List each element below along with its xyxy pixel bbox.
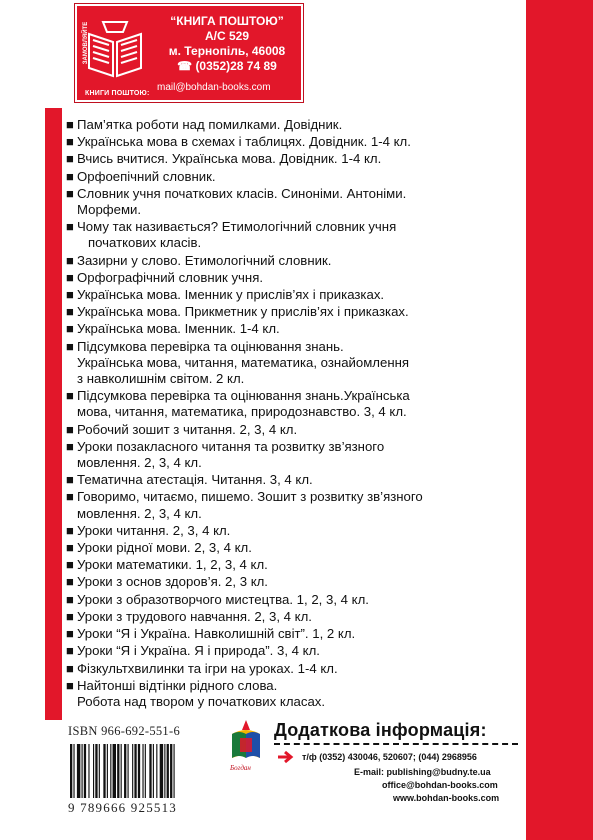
book-title-line: Чому так називається? Етимологічний словник учня [77,219,397,235]
bullet-icon: ■ [66,677,74,693]
barcode-bar [153,744,154,798]
mail-order-stamp [75,4,303,102]
stamp-vertical-label: ЗАМОВЛЯЙТЕ [83,21,90,65]
stamp-phone-number: (0352)28 74 89 [195,59,277,73]
barcode-bar [110,744,111,798]
stamp-address [155,14,299,74]
book-title-line: мовлення. 2, 3, 4 кл. [77,455,202,471]
bullet-icon: ■ [66,134,74,150]
book-title-line: Підсумкова перевірка та оцінювання знань.Українська [77,388,410,404]
book-list-item [66,186,526,218]
book-list-item [66,439,526,471]
bullet-icon: ■ [66,557,74,573]
info-website: www.bohdan-books.com [393,793,500,803]
bullet-icon: ■ [66,304,74,320]
publisher-logo-icon [228,718,264,768]
book-title-line: Словник учня початкових класів. Синоніми. Антоніми. [77,185,407,201]
book-title-line: Українська мова в схемах і таблицях. Довідник. 1-4 кл. [77,134,411,150]
barcode-bar [103,744,105,798]
stamp-email: mail@bohdan-books.com [157,82,271,93]
isbn: ISBN 966-692-551-6 [68,724,180,738]
barcode-block [68,724,216,816]
book-title-line: мовлення. 2, 3, 4 кл. [77,505,202,521]
book-title-line: мова, читання, математика, природознавство. 3, 4 кл. [77,404,407,420]
book-title-line: Орфографічний словник учня. [77,269,263,285]
barcode-bar [134,744,136,798]
barcode-bar [145,744,146,798]
book-list [66,117,526,711]
barcode-bar [132,744,133,798]
book-list-item [66,557,526,573]
bullet-icon: ■ [66,388,74,404]
barcode-bar [170,744,172,798]
book-list-item [66,489,526,521]
book-list-item [66,117,526,133]
barcode-bar [95,744,97,798]
barcode-bar [142,744,143,798]
book-title-line: Пам’ятка роботи над помилками. Довідник. [77,117,343,132]
bullet-icon: ■ [66,472,74,488]
barcode-bar [70,744,72,798]
bullet-icon: ■ [66,338,74,354]
phone-icon: ☎ [177,59,193,73]
book-title-line: початкових класів. [77,235,202,251]
bullet-icon: ■ [66,151,74,167]
open-book-icon [83,14,147,86]
book-list-item [66,219,526,251]
info-email-office: office@bohdan-books.com [382,780,498,790]
info-email: E-mail: publishing@budny.te.ua [354,767,491,777]
barcode-bar [107,744,108,798]
stamp-box: А/С 529 [204,29,250,43]
book-list-item [66,523,526,539]
book-list-item [66,643,526,659]
book-title-line: Уроки з образотворчого мистецтва. 1, 2, 3, 4 кл. [77,591,369,607]
bullet-icon: ■ [66,591,74,607]
barcode-bar [164,744,165,798]
book-list-item [66,339,526,388]
barcode-bar [93,744,94,798]
book-list-item [66,592,526,608]
barcode-bar [174,744,175,798]
book-title-line: Найтонші відтінки рідного слова. [77,677,278,693]
book-list-item [66,574,526,590]
barcode-bar [117,744,119,798]
book-title-line: Уроки з трудового навчання. 2, 3, 4 кл. [77,608,312,624]
book-title-line: Уроки математики. 1, 2, 3, 4 кл. [77,557,268,573]
book-list-item [66,472,526,488]
bullet-icon: ■ [66,252,74,268]
barcode-bar [167,744,169,798]
book-list-item [66,134,526,150]
book-title-line: Підсумкова перевірка та оцінювання знань. [77,338,344,354]
barcode-bar [84,744,86,798]
book-title-line: Уроки “Я і Україна. Я і природа”. 3, 4 кл. [77,643,320,659]
book-list-item [66,321,526,337]
book-list-item [66,678,526,710]
book-title-line: Морфеми. [77,202,142,218]
publisher-name: Богдан [230,764,251,772]
book-title-line: Фізкультхвилинки та ігри на уроках. 1-4 кл. [77,660,338,676]
book-title-line: Говоримо, читаємо, пишемо. Зошит з розвитку зв’язного [77,489,423,505]
bullet-icon: ■ [66,643,74,659]
book-list-item [66,151,526,167]
book-title-line: Робочий зошит з читання. 2, 3, 4 кл. [77,421,298,437]
book-title-line: Уроки позакласного читання та розвитку зв’язного [77,438,385,454]
bullet-icon: ■ [66,117,74,132]
book-title-line: Уроки “Я і Україна. Навколишній світ”. 1, 2 кл. [77,626,356,642]
book-title-line: Уроки рідної мови. 2, 3, 4 кл. [77,540,252,556]
info-phone: т/ф (0352) 430046, 520607; (044) 2968956 [302,752,477,762]
barcode-bar [73,744,74,798]
barcode-bar [113,744,116,798]
book-title-line: Українська мова. Прикметник у прислів’ях і приказках. [77,304,409,320]
stamp-city: м. Тернопіль, 46008 [168,44,286,58]
barcode-bar [88,744,89,798]
book-list-item [66,540,526,556]
book-title-line: Уроки читання. 2, 3, 4 кл. [77,522,231,538]
red-stripe-left [45,108,62,720]
book-title-line: Українська мова. Іменник. 1-4 кл. [77,321,280,337]
book-list-item [66,169,526,185]
info-divider [274,743,518,745]
info-title: Додаткова інформація: [274,720,487,740]
book-title-line: Українська мова, читання, математика, ознайомлення [77,354,410,370]
barcode-bar [138,744,140,798]
bullet-icon: ■ [66,168,74,184]
book-list-item [66,388,526,420]
barcode-bar [99,744,100,798]
bullet-icon: ■ [66,421,74,437]
stamp-side-label: КНИГИ ПОШТОЮ: [85,90,150,97]
barcode-bar [128,744,129,798]
book-list-item [66,609,526,625]
bullet-icon: ■ [66,321,74,337]
barcode-bar [149,744,151,798]
barcode-bar [124,744,126,798]
barcode-graphic [68,744,216,800]
book-list-item [66,422,526,438]
bullet-icon: ■ [66,660,74,676]
barcode-bar [160,744,163,798]
barcode-bar [82,744,83,798]
book-title-line: Робота над твором у початкових класах. [77,693,326,709]
bullet-icon: ■ [66,489,74,505]
book-title-line: Уроки з основ здоров’я. 2, 3 кл. [77,574,268,590]
bullet-icon: ■ [66,608,74,624]
bullet-icon: ■ [66,626,74,642]
book-title-line: Зазирни у слово. Етимологічний словник. [77,252,332,268]
book-list-item [66,270,526,286]
bullet-icon: ■ [66,574,74,590]
book-list-item [66,304,526,320]
book-list-item [66,626,526,642]
barcode-bar [121,744,122,798]
bullet-icon: ■ [66,287,74,303]
red-stripe-right [526,0,593,840]
barcode-digits: 9 789666 925513 [68,800,177,815]
book-title-line: з навколишнім світом. 2 кл. [77,371,245,387]
stamp-title: “КНИГА ПОШТОЮ” [170,14,284,28]
book-list-item [66,661,526,677]
stamp-phone [155,59,299,74]
book-title-line: Українська мова. Іменник у прислів’ях і приказках. [77,287,385,303]
barcode-bar [77,744,80,798]
bullet-icon: ■ [66,522,74,538]
bullet-icon: ■ [66,540,74,556]
bullet-icon: ■ [66,438,74,454]
barcode-bar [156,744,157,798]
book-title-line: Орфоепічний словник. [77,168,216,184]
bullet-icon: ■ [66,185,74,201]
book-list-item [66,287,526,303]
bullet-icon: ■ [66,269,74,285]
book-title-line: Вчись вчитися. Українська мова. Довідник. 1-4 кл. [77,151,382,167]
bullet-icon: ■ [66,219,74,235]
phone-arrow-icon [277,749,297,765]
book-list-item [66,253,526,269]
book-title-line: Тематична атестація. Читання. 3, 4 кл. [77,472,313,488]
